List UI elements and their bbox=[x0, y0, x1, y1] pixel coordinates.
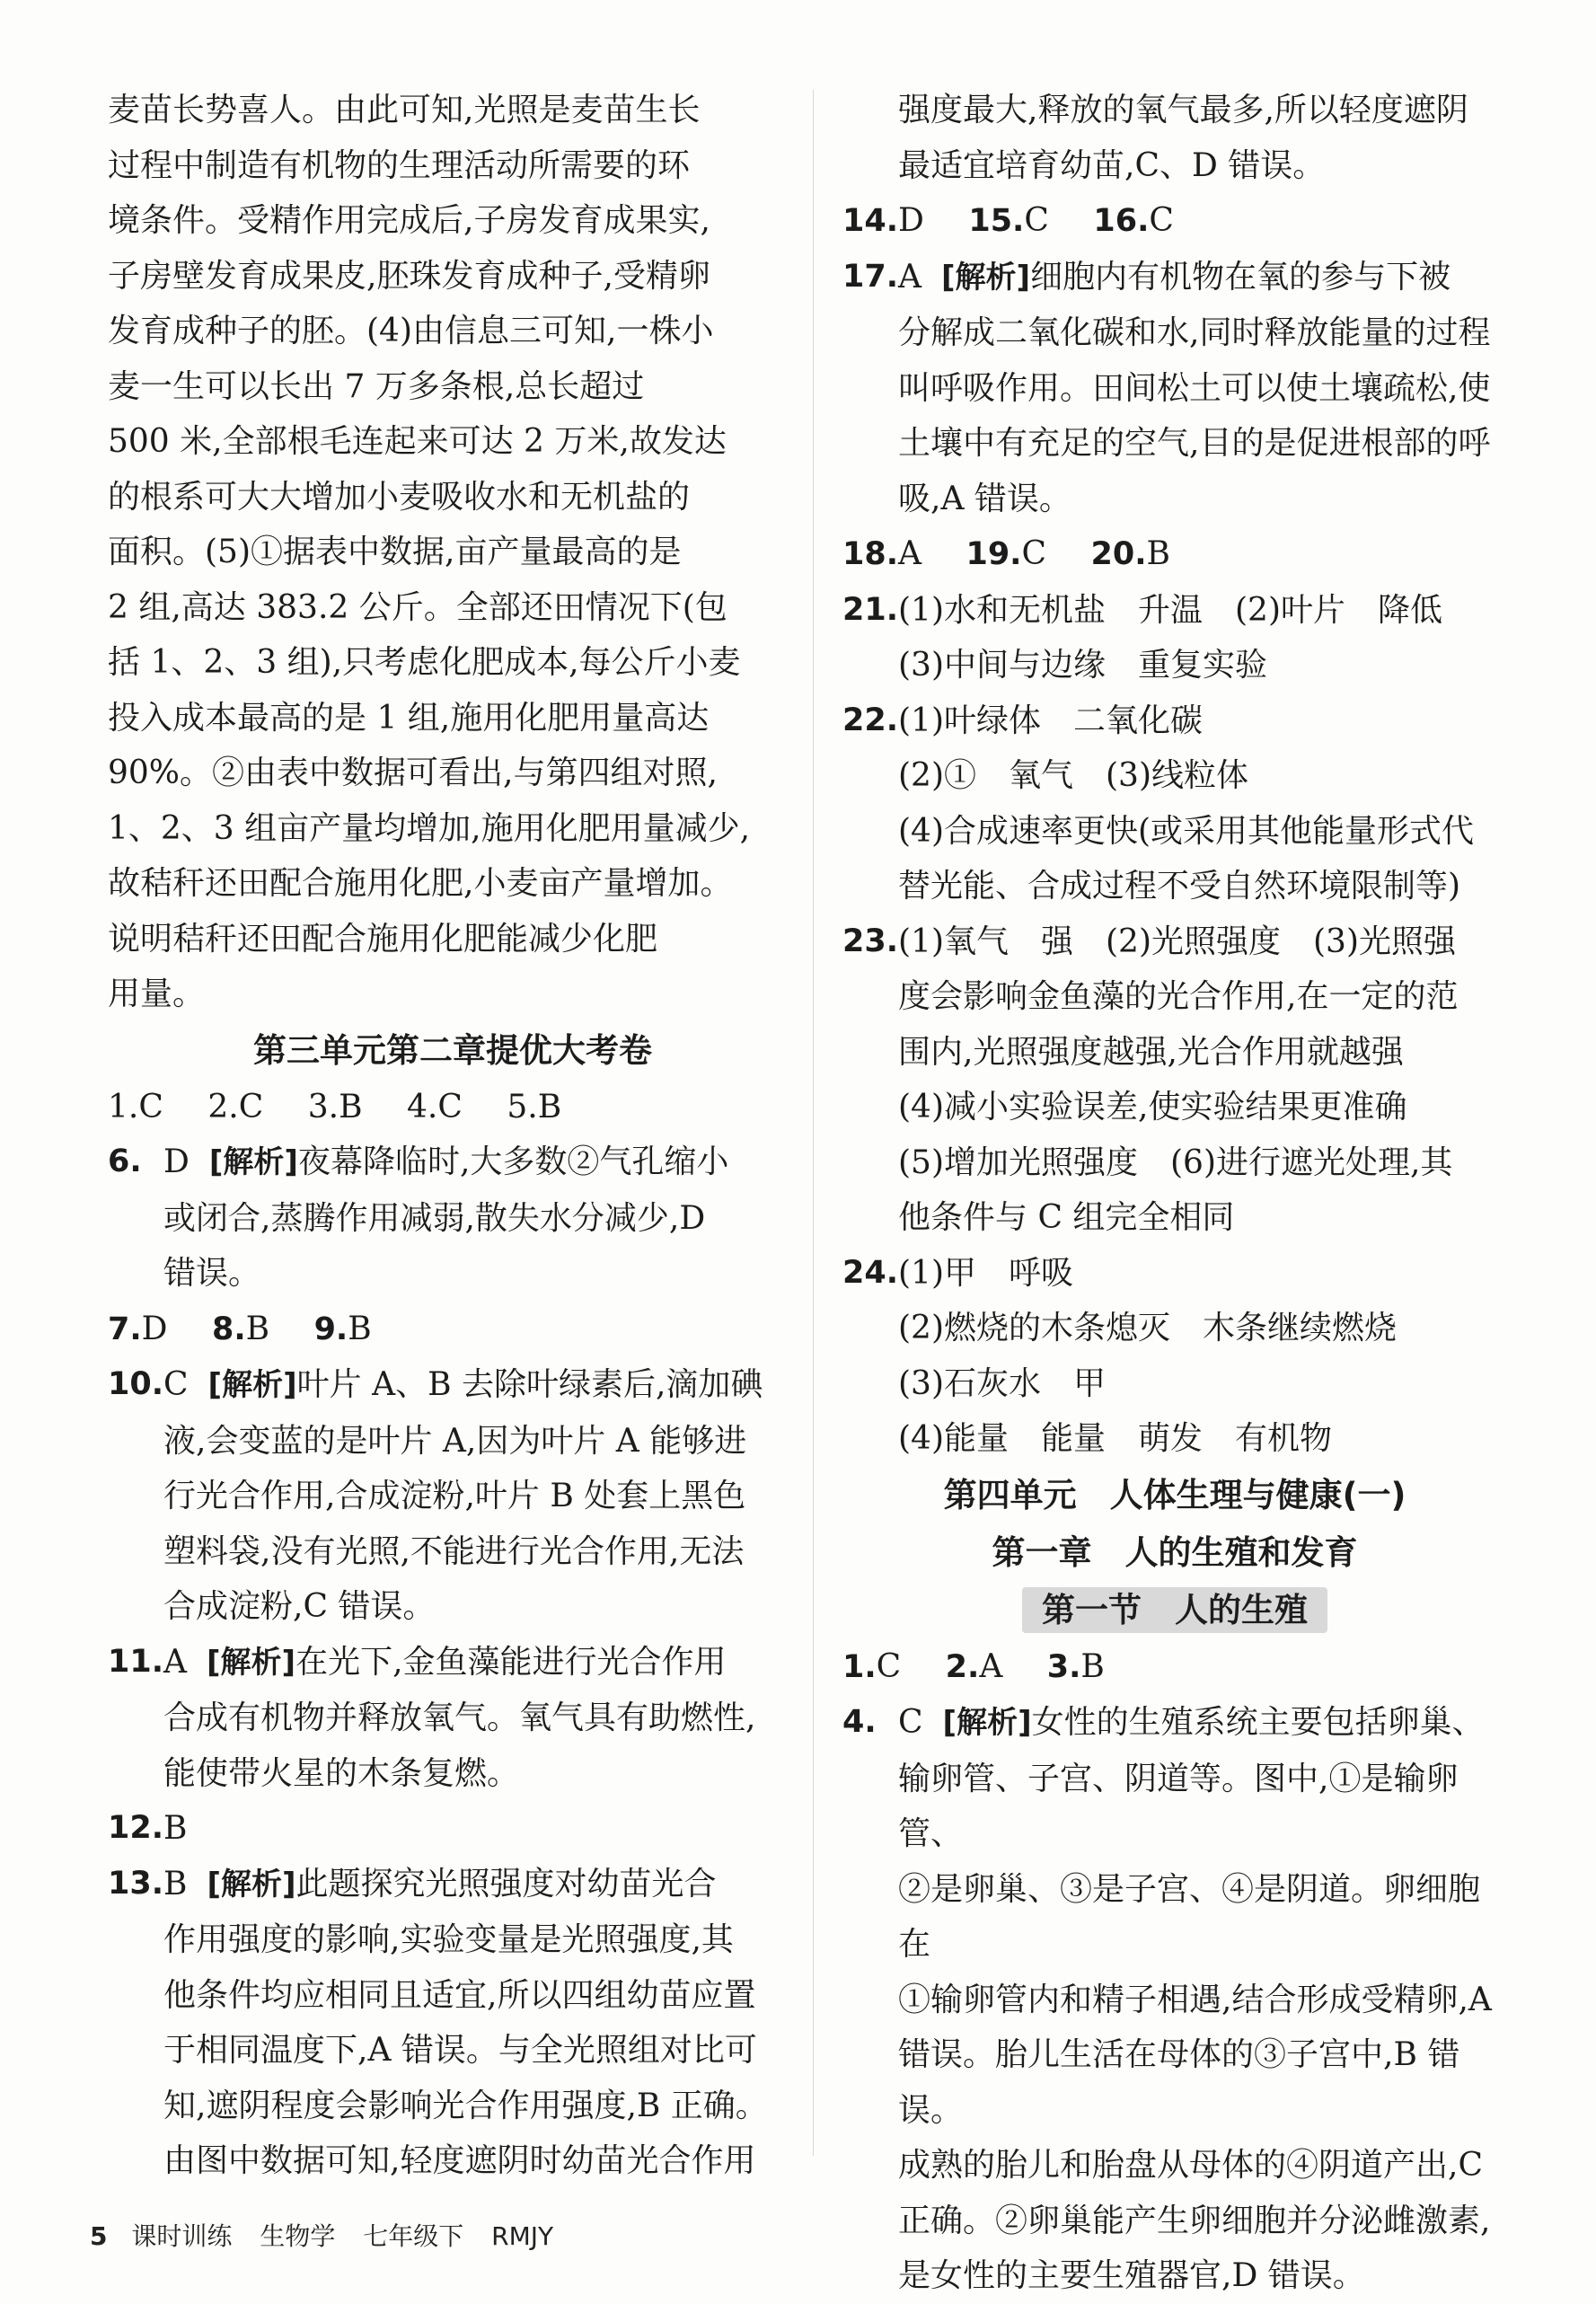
text-line: 此题探究光照强度对幼苗光合 bbox=[295, 1865, 717, 1902]
answer: B bbox=[163, 1865, 188, 1902]
answer: C bbox=[1024, 202, 1049, 239]
answer: B bbox=[163, 1810, 188, 1847]
text-line: 麦苗长势喜人。由此可知,光照是麦苗生长 bbox=[108, 92, 701, 128]
question-22 bbox=[842, 693, 1507, 914]
text-line: (3)中间与边缘 重复实验 bbox=[898, 647, 1267, 684]
answer: B bbox=[1080, 1647, 1105, 1685]
text-line: 于相同温度下,A 错误。与全光照组对比可 bbox=[163, 2032, 757, 2069]
text-line: 500 米,全部根毛连起来可达 2 万米,故发达 bbox=[108, 423, 727, 460]
answer: A bbox=[163, 1643, 187, 1681]
question-number: 24. bbox=[842, 1254, 899, 1291]
text-line: 麦一生可以长出 7 万多条根,总长超过 bbox=[108, 367, 645, 405]
text-line: 夜幕降临时,大多数②气孔缩小 bbox=[297, 1143, 729, 1180]
answer-row bbox=[108, 1302, 798, 1358]
answer: D bbox=[163, 1143, 190, 1180]
analysis-tag: [解析] bbox=[942, 1705, 1032, 1741]
text-line: 液,会变蓝的是叶片 A,因为叶片 A 能够进 bbox=[163, 1422, 747, 1460]
text-line: 知,遮阴程度会影响光合作用强度,B 正确。 bbox=[163, 2087, 768, 2124]
question-number: 1. bbox=[108, 1088, 139, 1126]
question-11 bbox=[108, 1635, 798, 1802]
text-line: 的根系可大大增加小麦吸收水和无机盐的 bbox=[108, 478, 691, 516]
answer: C bbox=[1149, 202, 1174, 239]
question-23 bbox=[842, 914, 1507, 1246]
question-number: 19. bbox=[966, 536, 1022, 572]
question-number: 5. bbox=[507, 1088, 538, 1126]
question-4 bbox=[842, 1695, 1507, 2304]
answer: D bbox=[898, 202, 924, 239]
question-number: 4. bbox=[407, 1088, 438, 1126]
question-number: 11. bbox=[108, 1643, 164, 1680]
question-number: 15. bbox=[968, 203, 1025, 239]
answer: C bbox=[138, 1088, 163, 1126]
analysis-tag: [解析] bbox=[941, 259, 1031, 296]
text-line: 成熟的胎儿和胎盘从母体的④阴道产出,C bbox=[898, 2147, 1483, 2184]
question-number: 2. bbox=[945, 1648, 980, 1685]
analysis-tag: [解析] bbox=[207, 1644, 296, 1681]
text-line: 围内,光照强度越强,光合作用就越强 bbox=[898, 1033, 1404, 1071]
text-line: 叶片 A、B 去除叶绿素后,滴加碘 bbox=[296, 1366, 763, 1403]
answer: A bbox=[979, 1647, 1003, 1685]
text-line: (1)水和无机盐 升温 (2)叶片 降低 bbox=[898, 591, 1442, 629]
text-line: 他条件均应相同且适宜,所以四组幼苗应置 bbox=[163, 1976, 756, 2014]
text-line: 分解成二氧化碳和水,同时释放能量的过程 bbox=[898, 314, 1491, 351]
subject: 生物学 bbox=[260, 2221, 336, 2251]
text-line: (3)石灰水 甲 bbox=[898, 1364, 1106, 1402]
text-line: 他条件与 C 组完全相同 bbox=[898, 1199, 1235, 1236]
answer: B bbox=[1146, 535, 1170, 572]
column-divider bbox=[813, 90, 814, 2156]
text-line: (2)① 氧气 (3)线粒体 bbox=[898, 757, 1248, 794]
text-line: (4)合成速率更快(或采用其他能量形式代 bbox=[898, 812, 1475, 850]
text-line: 子房壁发育成果皮,胚珠发育成种子,受精卵 bbox=[108, 257, 710, 295]
answer: B bbox=[537, 1088, 562, 1126]
section-title: 第三单元第二章提优大考卷 bbox=[253, 1030, 652, 1070]
answer: C bbox=[876, 1647, 902, 1685]
text-line: 叫呼吸作用。田间松土可以使土壤疏松,使 bbox=[898, 369, 1491, 407]
text-line: 在光下,金鱼藻能进行光合作用 bbox=[295, 1643, 727, 1681]
answer: A bbox=[898, 535, 922, 572]
page-footer bbox=[90, 2217, 573, 2253]
text-line: 故秸秆还田配合施用化肥,小麦亩产量增加。 bbox=[108, 865, 733, 902]
text-line: 过程中制造有机物的生理活动所需要的环 bbox=[108, 146, 691, 184]
text-line: 土壤中有充足的空气,目的是促进根部的呼 bbox=[898, 425, 1491, 462]
analysis-tag: [解析] bbox=[208, 1144, 298, 1180]
text-line: 合成有机物并释放氧气。氧气具有助燃性, bbox=[163, 1699, 756, 1736]
question-number: 3. bbox=[307, 1088, 339, 1126]
answer: B bbox=[245, 1310, 270, 1347]
question-number: 18. bbox=[842, 536, 899, 572]
question-number: 21. bbox=[842, 591, 899, 628]
question-number: 9. bbox=[313, 1311, 348, 1347]
text-line: 女性的生殖系统主要包括卵巢、 bbox=[1031, 1704, 1485, 1741]
text-line: 面积。(5)①据表中数据,亩产量最高的是 bbox=[108, 534, 682, 570]
text-line: 1、2、3 组亩产量均增加,施用化肥用量减少, bbox=[108, 809, 751, 847]
lesson-title-text: 第一节 人的生殖 bbox=[1022, 1587, 1327, 1633]
answer: C bbox=[898, 1704, 923, 1741]
text-line: 由图中数据可知,轻度遮阴时幼苗光合作用 bbox=[163, 2142, 756, 2179]
text-line: 能使带火星的木条复燃。 bbox=[163, 1754, 520, 1792]
question-number: 3. bbox=[1046, 1648, 1081, 1685]
question-number: 23. bbox=[842, 922, 899, 959]
question-number: 16. bbox=[1093, 203, 1150, 239]
text-line: 说明秸秆还田配合施用化肥能减少化肥 bbox=[108, 920, 658, 958]
text-line: (4)减小实验误差,使实验结果更准确 bbox=[898, 1089, 1407, 1126]
question-number: 14. bbox=[842, 203, 899, 239]
answer-row bbox=[842, 526, 1507, 583]
text-line: 错误。 bbox=[163, 1255, 261, 1292]
text-line: 境条件。受精作用完成后,子房发育成果实, bbox=[108, 202, 710, 239]
question-number: 1. bbox=[842, 1648, 877, 1685]
text-line: 括 1、2、3 组),只考虑化肥成本,每公斤小麦 bbox=[108, 644, 741, 681]
question-17 bbox=[842, 250, 1507, 527]
answer: C bbox=[1021, 535, 1047, 572]
text-line: (5)增加光照强度 (6)进行遮光处理,其 bbox=[898, 1143, 1453, 1181]
text-line: ①输卵管内和精子相遇,结合形成受精卵,A bbox=[898, 1981, 1492, 2018]
question-number: 4. bbox=[842, 1704, 877, 1740]
text-line: 吸,A 错误。 bbox=[898, 480, 1071, 517]
text-line: (4)能量 能量 萌发 有机物 bbox=[898, 1420, 1332, 1457]
question-12 bbox=[108, 1801, 798, 1857]
chapter-title: 第一章 人的生殖和发育 bbox=[992, 1532, 1358, 1572]
answer: B bbox=[348, 1310, 372, 1347]
unit-title: 第四单元 人体生理与健康(一) bbox=[943, 1475, 1406, 1514]
text-line: 行光合作用,合成淀粉,叶片 B 处套上黑色 bbox=[163, 1478, 746, 1514]
text-line: 输卵管、子宫、阴道等。图中,①是输卵管、 bbox=[898, 1760, 1459, 1852]
text-line: (2)燃烧的木条熄灭 木条继续燃烧 bbox=[898, 1310, 1397, 1346]
grade: 七年级下 bbox=[363, 2221, 464, 2251]
question-number: 20. bbox=[1090, 536, 1147, 572]
answer-row bbox=[108, 1080, 798, 1135]
question-number: 7. bbox=[108, 1311, 142, 1347]
answer: C bbox=[163, 1366, 189, 1403]
question-number: 22. bbox=[842, 702, 899, 738]
text-line: 塑料袋,没有光照,不能进行光合作用,无法 bbox=[163, 1532, 745, 1570]
left-column bbox=[108, 83, 798, 2189]
answer-row bbox=[842, 1639, 1507, 1696]
question-number: 6. bbox=[108, 1143, 142, 1179]
text-line: (1)甲 呼吸 bbox=[898, 1254, 1073, 1292]
question-number: 8. bbox=[211, 1311, 246, 1347]
answer: C bbox=[437, 1088, 463, 1126]
answer: B bbox=[339, 1088, 363, 1126]
text-line: 错误。胎儿生活在母体的③子宫中,B 错误。 bbox=[898, 2036, 1460, 2129]
page-number: 5 bbox=[90, 2221, 108, 2251]
text-line: 度会影响金鱼藻的光合作用,在一定的范 bbox=[898, 978, 1459, 1015]
book-series: 课时训练 bbox=[131, 2221, 233, 2251]
text-line: 或闭合,蒸腾作用减弱,散失水分减少,D bbox=[163, 1199, 706, 1237]
text-line: 细胞内有机物在氧的参与下被 bbox=[1030, 258, 1451, 296]
text-line: 强度最大,释放的氧气最多,所以轻度遮阴 bbox=[898, 92, 1468, 128]
text-line: 正确。②卵巢能产生卵细胞并分泌雌激素, bbox=[898, 2202, 1491, 2239]
question-13-continued bbox=[842, 83, 1507, 193]
answer: C bbox=[238, 1088, 264, 1126]
text-line: 是女性的主要生殖器官,D 错误。 bbox=[898, 2257, 1365, 2294]
answer: A bbox=[898, 258, 921, 296]
question-number: 10. bbox=[108, 1366, 164, 1402]
analysis-tag: [解析] bbox=[207, 1866, 296, 1902]
text-line: (1)氧气 强 (2)光照强度 (3)光照强 bbox=[898, 922, 1456, 960]
text-line: ②是卵巢、③是子宫、④是阴道。卵细胞在 bbox=[898, 1870, 1481, 1963]
question-6 bbox=[108, 1134, 798, 1302]
text-line: 作用强度的影响,实验变量是光照强度,其 bbox=[163, 1921, 734, 1958]
right-column bbox=[842, 83, 1507, 2304]
text-line: 替光能、合成过程不受自然环境限制等) bbox=[898, 868, 1461, 905]
question-13 bbox=[108, 1857, 798, 2189]
question-number: 2. bbox=[207, 1088, 239, 1126]
answer-row bbox=[842, 193, 1507, 250]
question-number: 17. bbox=[842, 258, 899, 295]
analysis-tag: [解析] bbox=[207, 1367, 297, 1403]
question-24 bbox=[842, 1246, 1507, 1467]
question-number: 12. bbox=[108, 1810, 164, 1846]
intro-paragraph bbox=[108, 83, 798, 1022]
text-line: 合成淀粉,C 错误。 bbox=[163, 1588, 436, 1625]
text-line: 90%。②由表中数据可看出,与第四组对照, bbox=[108, 755, 718, 791]
answer: D bbox=[141, 1310, 168, 1347]
text-line: 最适宜培育幼苗,C、D 错误。 bbox=[898, 146, 1326, 184]
text-line: 用量。 bbox=[108, 975, 206, 1012]
question-number: 13. bbox=[108, 1865, 164, 1902]
text-line: 2 组,高达 383.2 公斤。全部还田情况下(包 bbox=[108, 588, 727, 626]
lesson-title bbox=[842, 1582, 1507, 1639]
question-21 bbox=[842, 583, 1507, 693]
text-line: 投入成本最高的是 1 组,施用化肥用量高达 bbox=[108, 699, 710, 737]
text-line: 发育成种子的胚。(4)由信息三可知,一株小 bbox=[108, 313, 714, 349]
text-line: (1)叶绿体 二氧化碳 bbox=[898, 702, 1203, 739]
question-10 bbox=[108, 1357, 798, 1635]
edition-code: RMJY bbox=[491, 2221, 554, 2251]
